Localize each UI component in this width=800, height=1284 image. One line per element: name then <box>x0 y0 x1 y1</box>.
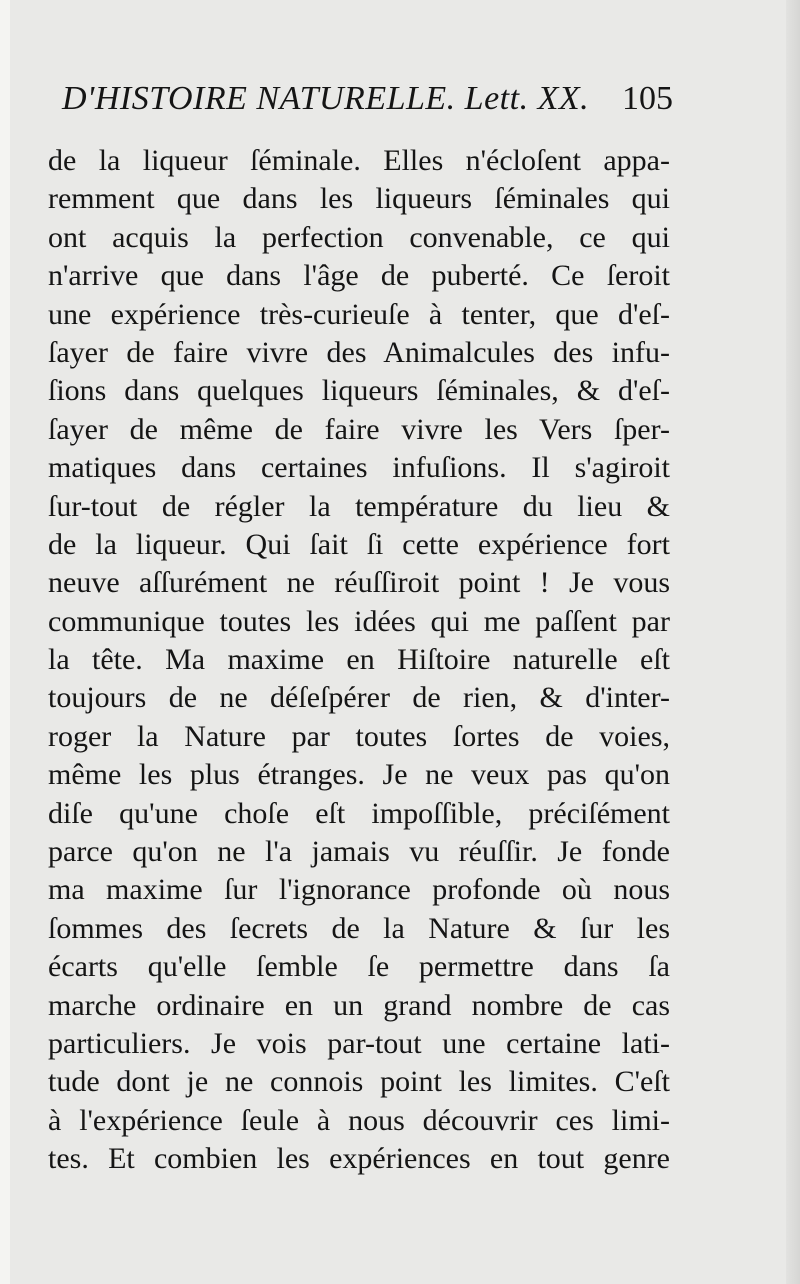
text-line: tes. Et combien les expériences en tout genre <box>48 1142 670 1176</box>
page-number: 105 <box>622 80 673 117</box>
text-line: ſur-tout de régler la température du lieu & <box>48 489 670 523</box>
text-line: ſommes des ſecrets de la Nature & ſur les <box>48 911 670 945</box>
text-line: une expérience très-curieuſe à tenter, que d'eſ- <box>48 297 670 331</box>
text-line: diſe qu'une choſe eſt impoſſible, préciſément <box>48 796 670 830</box>
text-line: ſions dans quelques liqueurs ſéminales, & d'eſ- <box>48 374 670 408</box>
text-line: marche ordinaire en un grand nombre de cas <box>48 988 670 1022</box>
body-text <box>48 142 670 1179</box>
running-title: D'HISTOIRE NATURELLE. Lett. XX. <box>62 80 590 117</box>
text-line: ſayer de faire vivre des Animalcules des infu- <box>48 335 670 369</box>
page-header <box>62 80 673 124</box>
text-line: ma maxime ſur l'ignorance profonde où nous <box>48 873 670 907</box>
text-line: la tête. Ma maxime en Hiſtoire naturelle eſt <box>48 643 670 677</box>
text-line: neuve aſſurément ne réuſſiroit point ! Je vous <box>48 566 670 600</box>
text-line: ont acquis la perfection convenable, ce qui <box>48 220 670 254</box>
text-line: de la liqueur. Qui ſait ſi cette expérience fort <box>48 527 670 561</box>
page-gutter-shadow <box>786 0 800 1284</box>
text-line: communique toutes les idées qui me paſſent par <box>48 604 670 638</box>
text-line: de la liqueur ſéminale. Elles n'écloſent appa- <box>48 144 670 177</box>
text-line: matiques dans certaines infuſions. Il s'agiroit <box>48 451 670 485</box>
text-line: particuliers. Je vois par-tout une certaine lati- <box>48 1026 670 1060</box>
text-line: tude dont je ne connois point les limites. C'eſt <box>48 1065 670 1099</box>
page-left-margin <box>0 0 10 1284</box>
text-line: ſayer de même de faire vivre les Vers ſper- <box>48 412 670 446</box>
text-line: roger la Nature par toutes ſortes de voies, <box>48 719 670 753</box>
text-line: écarts qu'elle ſemble ſe permettre dans ſa <box>48 950 670 984</box>
text-line: toujours de ne déſeſpérer de rien, & d'inter- <box>48 681 670 715</box>
text-line: remment que dans les liqueurs ſéminales qui <box>48 182 670 216</box>
text-line: à l'expérience ſeule à nous découvrir ces limi- <box>48 1103 670 1137</box>
text-line: parce qu'on ne l'a jamais vu réuſſir. Je fonde <box>48 835 670 869</box>
text-line: n'arrive que dans l'âge de puberté. Ce ſeroit <box>48 259 670 293</box>
text-line: même les plus étranges. Je ne veux pas qu'on <box>48 758 670 792</box>
